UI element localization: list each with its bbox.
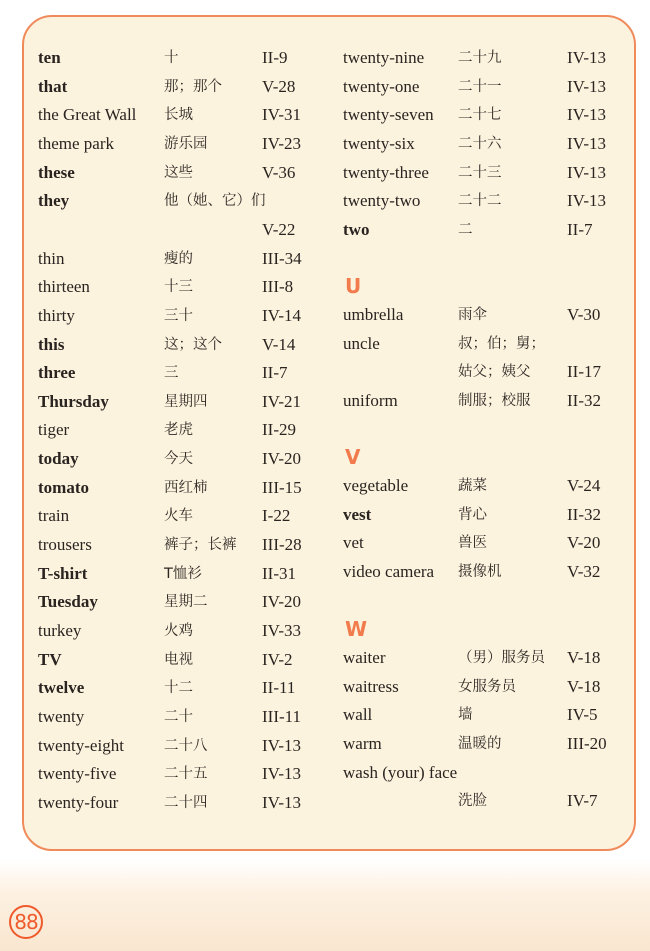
entry-reference: IV-13 (567, 162, 607, 182)
entry-word: video camera (343, 561, 435, 581)
entry-reference: IV-33 (262, 621, 302, 640)
entry-reference: III-8 (262, 277, 294, 297)
entry-word: vest (343, 504, 372, 524)
entry-translation: 这些 (164, 164, 193, 181)
entry-word: twenty-eight (38, 735, 124, 755)
entry-reference: II-7 (262, 363, 288, 383)
entry-translation: 瘦的 (164, 250, 193, 267)
entry-translation: 二十七 (458, 107, 502, 124)
entry-translation: 火车 (164, 508, 193, 525)
entry-word: train (38, 506, 70, 526)
entry-reference: V-36 (262, 162, 296, 182)
entry-word: twelve (38, 678, 85, 698)
entry-word: Thursday (38, 391, 109, 411)
section-letter-u: U (345, 274, 362, 298)
entry-translation: 二十九 (458, 50, 502, 66)
entry-word: tomato (38, 477, 89, 497)
entry-reference: II-29 (262, 420, 296, 440)
entry-translation: 那；那个 (164, 78, 222, 95)
entry-translation: 姑父；姨父 (458, 364, 531, 381)
entry-reference: IV-14 (262, 305, 302, 325)
entry-word: thirteen (38, 277, 90, 297)
entry-reference: II-17 (567, 362, 601, 382)
entry-reference: II-32 (567, 390, 601, 410)
entry-reference: IV-13 (567, 76, 607, 96)
entry-reference: III-34 (262, 248, 302, 268)
entry-reference: II-11 (262, 678, 296, 698)
entry-translation: 三 (164, 365, 179, 382)
entry-translation: 这；这个 (164, 336, 222, 353)
entry-reference: IV-13 (262, 735, 302, 755)
entry-translation: 二十五 (164, 766, 208, 783)
entry-translation: 叔；伯；舅； (458, 335, 545, 352)
entry-translation: 电视 (164, 651, 193, 668)
entry-reference: V-28 (262, 76, 296, 96)
entry-word: wall (343, 705, 373, 725)
entry-word: Tuesday (38, 592, 98, 612)
entry-reference: IV-20 (262, 449, 302, 469)
entry-translation: 女服务员 (458, 678, 516, 695)
entry-translation: 十三 (164, 279, 193, 296)
entry-word: vegetable (343, 476, 409, 495)
entry-translation: 长城 (164, 107, 193, 124)
entry-reference: IV-23 (262, 133, 302, 153)
entry-word: trousers (38, 535, 92, 555)
entry-reference: I-22 (262, 506, 291, 526)
entry-reference: V-14 (262, 334, 296, 354)
entry-translation: 星期二 (164, 594, 208, 611)
entry-word: the Great Wall (38, 105, 137, 125)
entry-translation: 裤子；长裤 (164, 537, 237, 554)
entry-word: ten (38, 48, 61, 67)
entry-translation: 二十 (164, 708, 193, 725)
entry-reference: V-30 (567, 305, 601, 324)
entry-translation: 十 (164, 50, 179, 66)
entry-word: twenty-one (343, 76, 420, 96)
entry-reference: IV-2 (262, 649, 293, 669)
glossary-box (22, 15, 636, 851)
entry-translation: 蔬菜 (458, 478, 487, 494)
entry-reference: V-18 (567, 648, 601, 667)
entry-translation: 十二 (164, 680, 193, 697)
entry-reference: IV-13 (567, 48, 607, 67)
entry-word: they (38, 191, 70, 211)
entry-reference: IV-13 (567, 105, 607, 125)
entry-word: twenty-six (343, 133, 415, 153)
entry-translation: 火鸡 (164, 623, 193, 639)
entry-reference: II-32 (567, 504, 601, 524)
entry-word: twenty-four (38, 792, 119, 812)
entry-translation: 二十三 (458, 164, 502, 181)
entry-translation: 二十二 (458, 193, 502, 210)
entry-word: thirty (38, 305, 75, 325)
entry-word: T-shirt (38, 563, 88, 583)
entry-reference: IV-7 (567, 791, 598, 811)
entry-translation: 星期四 (164, 393, 208, 410)
entry-word: warm (343, 733, 382, 753)
entry-reference: III-11 (262, 706, 302, 726)
entry-word: tiger (38, 420, 70, 440)
page-bottom-band (0, 860, 650, 951)
entry-translation: 背心 (458, 506, 487, 523)
entry-word: twenty-nine (343, 48, 425, 67)
entry-reference: III-15 (262, 477, 302, 497)
entry-translation: T恤衫 (164, 565, 202, 582)
entry-word: two (343, 219, 370, 239)
entry-reference: V-18 (567, 676, 601, 696)
entry-reference: III-28 (262, 535, 302, 555)
entry-reference: V-24 (567, 476, 601, 495)
entry-word: twenty-three (343, 162, 429, 182)
entry-word: this (38, 334, 65, 354)
entry-reference: V-32 (567, 561, 601, 581)
entry-word: twenty (38, 706, 85, 726)
entry-word: twenty-seven (343, 105, 434, 125)
entry-reference: IV-13 (262, 792, 302, 812)
entry-translation: 二 (458, 221, 473, 238)
entry-word: theme park (38, 133, 114, 153)
entry-translation: 三十 (164, 307, 193, 324)
entry-word: uncle (343, 333, 380, 353)
entry-reference: II-7 (567, 219, 593, 239)
entry-word: umbrella (343, 305, 404, 324)
entry-reference: III-20 (567, 733, 607, 753)
entry-reference: IV-13 (567, 133, 607, 153)
entry-word: today (38, 449, 79, 469)
entry-translation: 洗脸 (458, 793, 487, 810)
entry-word: wash (your) face (343, 762, 458, 782)
section-letter-w: W (345, 617, 368, 641)
entry-word: three (38, 363, 76, 383)
entry-translation: （男）服务员 (458, 650, 545, 666)
entry-reference: V-20 (567, 533, 601, 553)
entry-translation: 制服；校服 (458, 392, 531, 409)
entry-word: twenty-two (343, 191, 421, 211)
entry-translation: 雨伞 (458, 307, 487, 323)
entry-word: twenty-five (38, 764, 117, 784)
entry-translation: 游乐园 (164, 135, 208, 152)
entry-word: thin (38, 248, 65, 268)
page-number: 88 (9, 905, 43, 939)
entry-word: vet (343, 533, 364, 553)
entry-reference: V-22 (262, 219, 296, 239)
entry-reference: IV-21 (262, 391, 302, 411)
entry-reference: IV-5 (567, 705, 598, 725)
entry-translation: 西红柿 (164, 479, 208, 496)
entry-word: TV (38, 649, 62, 669)
entry-word: waitress (343, 676, 399, 696)
entry-translation: 摄像机 (458, 563, 502, 580)
entry-word: that (38, 76, 68, 96)
entry-reference: II-9 (262, 48, 288, 67)
entry-word: turkey (38, 621, 82, 640)
entry-reference: IV-13 (567, 191, 607, 211)
entry-word: these (38, 162, 75, 182)
entry-translation: 今天 (164, 451, 193, 468)
entry-translation: 二十六 (458, 135, 502, 152)
entry-translation: 二十八 (164, 737, 208, 754)
entry-reference: II-31 (262, 563, 296, 583)
entry-reference: IV-20 (262, 592, 302, 612)
entry-translation: 他（她、它）们 (164, 193, 266, 210)
entry-reference: IV-13 (262, 764, 302, 784)
entry-translation: 墙 (458, 707, 473, 724)
entry-word: uniform (343, 390, 398, 410)
entry-translation: 二十四 (164, 794, 208, 811)
entry-translation: 二十一 (458, 78, 502, 95)
entry-translation: 兽医 (458, 535, 487, 552)
entry-reference: IV-31 (262, 105, 302, 125)
entry-translation: 老虎 (164, 422, 193, 439)
entry-word: waiter (343, 648, 386, 667)
entry-translation: 温暖的 (458, 735, 502, 752)
section-letter-v: V (345, 445, 361, 469)
